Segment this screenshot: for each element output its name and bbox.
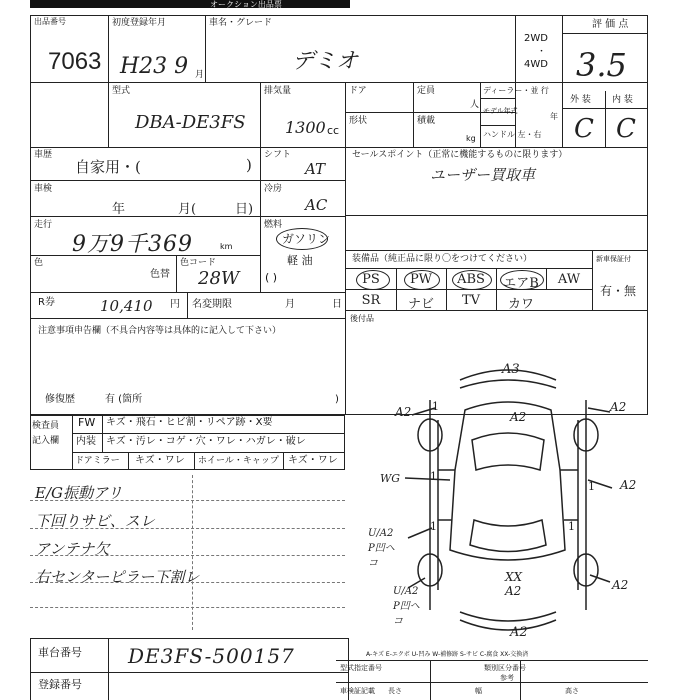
header-band: [30, 0, 350, 8]
mileage-unit: km: [220, 242, 233, 251]
notes-label: 注意事項申告欄（不具合内容等は具体的に記入して下さい）: [38, 326, 282, 336]
model-label: 型式: [112, 86, 131, 96]
inspection-month: 月(: [178, 202, 197, 217]
sales-point-label: セールスポイント（正常に機能するものに限ります）: [352, 150, 568, 160]
grade-label: 評 価 点: [592, 19, 629, 30]
recycle-value: 10,410: [100, 297, 153, 315]
shift-value: AT: [305, 160, 326, 178]
equip-abs-circle: [452, 270, 492, 290]
displacement-value: 1300: [285, 118, 326, 137]
note-4: 右センターピラー下割レ: [35, 568, 200, 586]
load-label: 積載: [417, 116, 436, 126]
mark-a2-left-front: A2: [395, 405, 412, 419]
inspection-day: 日): [235, 202, 254, 217]
repair-label: 修復歴: [45, 394, 75, 405]
note-3: アンテナ欠: [35, 540, 110, 558]
shift-label: シフト: [264, 150, 292, 160]
first-reg-value: H23 9: [120, 54, 189, 79]
car-name-label: 車名・グレード: [209, 18, 273, 28]
category-close: ): [246, 156, 252, 174]
sales-point-value: ユーザー買取車: [430, 166, 536, 184]
chassis-label: 車台番号: [38, 646, 82, 659]
model-value: DBA-DE3FS: [135, 112, 246, 133]
equip-leather: カワ: [507, 297, 534, 312]
drive-2wd: 2WD: [524, 33, 548, 44]
mileage-label: 走行: [34, 220, 53, 230]
mark-1-b: 1: [430, 470, 437, 483]
repair-value: 有 (箇所: [105, 394, 143, 405]
exterior-label: 外 装: [570, 95, 591, 105]
mark-a2-right-door: A2: [620, 478, 637, 492]
mark-xx-a2-rear: XX A2: [505, 570, 523, 598]
check-wheel: ホイール・キャップ: [198, 456, 279, 466]
mark-a2-right-rear: A2: [612, 578, 629, 592]
equip-aw: AW: [557, 272, 581, 287]
mark-wg: WG: [380, 472, 401, 485]
name-change-day: 日: [332, 299, 342, 310]
equip-pw: PW: [409, 272, 433, 287]
check-interior-text: キズ・汚レ・コゲ・穴・ワレ・ハガレ・破レ: [106, 436, 306, 447]
capacity-label: 定員: [417, 86, 436, 96]
mark-1-d: 1: [588, 480, 595, 493]
mark-1-c: 1: [430, 520, 437, 533]
color-code: 28W: [198, 268, 240, 289]
interior-grade: C: [616, 114, 636, 144]
equip-abs: ABS: [457, 272, 485, 287]
mileage-value: 9万9千369: [72, 232, 193, 257]
reg-label: 登録番号: [38, 678, 82, 691]
category-label: 車歴: [34, 150, 53, 160]
header-title: オークション出品票: [210, 0, 282, 9]
form-g: 参考: [500, 674, 514, 682]
damage-legend: A-キズ E-エクボ U-凹み W-補修跡 S-サビ C-腐食 XX-交換済: [366, 651, 529, 658]
category-value: 自家用・(: [75, 158, 141, 176]
form-f: 高さ: [565, 687, 579, 695]
model-year-unit: 年: [550, 112, 558, 121]
equip-sr: SR: [361, 293, 381, 308]
grade-score: 3.5: [576, 46, 627, 84]
inspection-year: 年: [112, 202, 126, 217]
recycle-unit: 円: [170, 299, 180, 310]
drive-4wd: 4WD: [524, 59, 548, 70]
note-2: 下回りサビ、スレ: [35, 512, 155, 530]
capacity-unit: 人: [470, 100, 480, 110]
fuel-value: ガソリン: [282, 232, 331, 246]
dealer-label: ディーラー・並 行: [483, 86, 549, 95]
repair-close: ): [335, 394, 339, 405]
first-reg-label: 初度登録年月: [112, 18, 167, 28]
displacement-unit: cc: [327, 124, 340, 137]
exterior-grade: C: [574, 114, 594, 144]
fuel-label: 燃料: [264, 220, 283, 230]
form-c: 車検証記載: [340, 687, 375, 695]
equip-airbag-circle: [500, 270, 544, 290]
equip-tv: TV: [461, 293, 481, 308]
aircon-label: 冷房: [264, 184, 283, 194]
mark-1-e: 1: [568, 520, 575, 533]
lot-number: 7063: [48, 48, 102, 75]
form-a: 型式指定番号: [340, 664, 382, 672]
note-1: E/G振動アリ: [35, 484, 123, 502]
first-reg-unit: 月: [195, 70, 205, 80]
car-name-value: デミオ: [292, 49, 359, 74]
fuel-oil: 軽 油: [287, 254, 313, 267]
name-change-month: 月: [285, 299, 295, 310]
check-mirror: ドアミラー: [75, 456, 120, 466]
equip-ps: PS: [362, 272, 380, 287]
inspector-label-2: 記入欄: [32, 436, 60, 446]
equip-pw-circle: [404, 270, 440, 290]
drive-dot: ・: [537, 47, 547, 57]
displacement-label: 排気量: [264, 86, 292, 96]
inspection-label: 車検: [34, 184, 53, 194]
mark-left-door: U/A2 P凹ヘコ: [368, 528, 395, 569]
aftermarket-label: 後付品: [350, 314, 374, 323]
mark-left-rear: U/A2 P凹ヘコ: [393, 586, 420, 627]
chassis-value: DE3FS-500157: [128, 644, 295, 668]
check-mirror-text: キズ・ワレ: [135, 455, 185, 466]
model-year-label: モデル年式: [483, 107, 518, 115]
name-change-label: 名変期限: [192, 299, 232, 310]
check-interior-head: 内装: [76, 436, 96, 447]
form-e: 幅: [475, 687, 482, 695]
mark-a2-hood: A2: [510, 410, 527, 424]
shape-label: 形状: [349, 116, 368, 126]
mark-1-a: 1: [432, 400, 439, 413]
color-code-label: 色コード: [180, 258, 217, 268]
form-b: 類別区分番号: [484, 664, 526, 672]
mark-a2-rear-bumper: A2: [510, 625, 528, 640]
equipment-label: 装備品（純正品に限り〇をつけてください）: [352, 254, 533, 264]
color-label: 色: [34, 258, 44, 268]
check-fw-head: FW: [78, 416, 96, 429]
handle-label: ハンドル 左・右: [483, 130, 542, 139]
load-unit: kg: [466, 134, 476, 143]
equip-airbag: エアB: [503, 276, 539, 291]
inspector-label-1: 検査員: [32, 421, 60, 431]
lot-label: 出品番号: [34, 17, 66, 26]
color-change: 色替: [150, 269, 170, 280]
door-label: ドア: [349, 86, 367, 96]
check-fw-text: キズ・飛石・ヒビ割・リペア跡・X要: [106, 417, 273, 428]
fuel-paren: ( ): [265, 271, 278, 284]
equip-navi: ナビ: [407, 297, 434, 312]
aircon-value: AC: [305, 196, 328, 214]
recycle-label: R券: [38, 297, 55, 308]
mark-a2-right-front: A2: [610, 400, 627, 414]
form-d: 長さ: [388, 687, 402, 695]
equip-ps-circle: [356, 270, 390, 290]
check-wheel-text: キズ・ワレ: [288, 455, 338, 466]
mark-a3-front: A3: [502, 362, 520, 377]
new-car-warranty-value: 有・無: [600, 284, 637, 298]
new-car-warranty-label: 新車保証付: [596, 255, 631, 263]
interior-label: 内 装: [612, 95, 633, 105]
